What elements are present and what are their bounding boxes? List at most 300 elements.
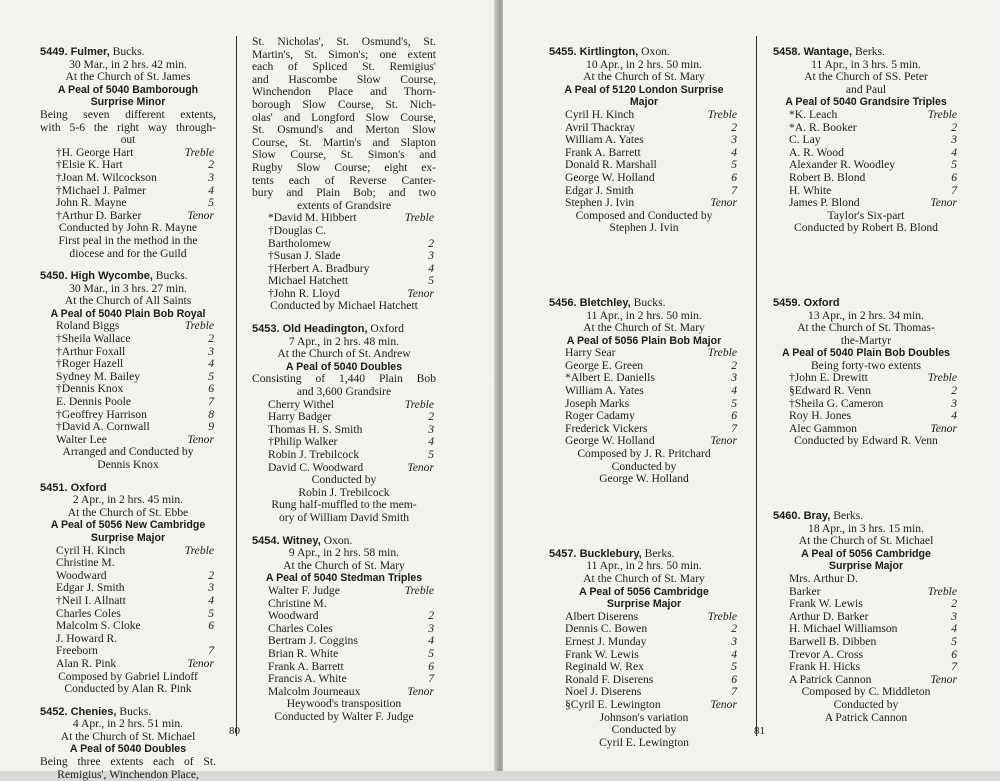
- ringer-name: †Herbert A. Bradbury: [268, 261, 370, 275]
- peal-date-place: At the Church of St. Mary: [583, 572, 705, 585]
- ringer-name: Barwell B. Dibben: [789, 634, 877, 648]
- bell-position: 3: [428, 422, 434, 436]
- ringer-row: [773, 385, 959, 398]
- ringer-name: *David M. Hibbert: [268, 211, 357, 225]
- peal-heading: [773, 46, 959, 59]
- bell-position: 8: [208, 407, 214, 421]
- peal-note: out: [120, 133, 136, 147]
- ringer-name: Alan R. Pink: [56, 656, 117, 670]
- peal-note: Consisting of 1,440 Plain Bob: [252, 372, 436, 386]
- peal-footer: Arranged and Conducted by: [62, 445, 194, 459]
- peal-footer: Conducted by Walter F. Judge: [274, 709, 414, 723]
- ringer-name: Frank W. Lewis: [789, 597, 863, 611]
- peal-county: Bucks.: [116, 704, 152, 718]
- bell-position: 4: [951, 622, 957, 636]
- peal-footer: First peal in the method in the: [58, 233, 198, 247]
- bell-position: 3: [208, 170, 214, 184]
- bell-position: 2: [731, 120, 737, 134]
- peal-footer: Cyril E. Lewington: [599, 735, 689, 749]
- ringer-row: [252, 648, 436, 661]
- peal-note: extents of Grandsire: [296, 198, 391, 212]
- peal-date-place: 7 Apr., in 2 hrs. 48 min.: [288, 334, 400, 348]
- peal-date-place: 11 Apr., in 2 hrs. 50 min.: [586, 308, 702, 322]
- peal-date-place: 4 Apr., in 2 hrs. 51 min.: [72, 717, 184, 731]
- ringer-name: C. Lay: [789, 133, 821, 147]
- peal-footer: Johnson's variation: [599, 710, 689, 724]
- bell-position: 6: [208, 619, 214, 633]
- bell-position: 4: [731, 384, 737, 398]
- bell-position: 3: [951, 609, 957, 623]
- peal-date-place: 30 Mar., in 3 hrs. 27 min.: [69, 281, 187, 295]
- ringer-name: †John R. Lloyd: [268, 286, 340, 300]
- ringer-row: [549, 410, 739, 423]
- bell-position: 3: [731, 133, 737, 147]
- ringer-name: †Susan J. Slade: [268, 249, 341, 263]
- peal-title: A Peal of 5040 Bamborough: [57, 83, 199, 96]
- column-1: [40, 36, 216, 781]
- ringer-row: [40, 557, 216, 570]
- ringer-name: Arthur D. Barker: [789, 609, 869, 623]
- bell-position: Tenor: [187, 208, 214, 222]
- peal-title: A Peal of 5056 Plain Bob Major: [566, 334, 722, 347]
- peal-title: A Peal of 5040 Plain Bob Doubles: [782, 347, 950, 360]
- peal-title: Surprise Major: [828, 560, 904, 573]
- peal-date-place: At the Church of St. Michael: [798, 534, 934, 548]
- ringer-name: †Geoffrey Harrison: [56, 407, 147, 421]
- ringer-name: E. Dennis Poole: [56, 395, 132, 409]
- ringer-row: [252, 673, 436, 686]
- peal-date-place: 11 Apr., in 3 hrs. 5 min.: [811, 57, 921, 71]
- ringer-name: Frank W. Lewis: [565, 647, 639, 661]
- ringer-name: Francis A. White: [268, 672, 347, 686]
- peal-number: 5455. Kirtlington,: [549, 46, 639, 58]
- bell-position: Tenor: [710, 697, 737, 711]
- ringer-name: George W. Holland: [565, 434, 655, 448]
- bell-position: 4: [428, 261, 434, 275]
- bell-position: 2: [428, 609, 434, 623]
- ringer-row: [549, 385, 739, 398]
- peal-note: Rugby Slow Course; eight ex-: [252, 160, 436, 174]
- peal-note: Being three extents each of St.: [40, 755, 216, 769]
- bell-position: Tenor: [407, 460, 434, 474]
- bell-position: 2: [951, 384, 957, 398]
- peal-county: Berks.: [852, 45, 885, 58]
- ringer-name: William A. Yates: [565, 384, 644, 398]
- ringer-name: Brian R. White: [268, 646, 339, 660]
- column-4: [773, 36, 959, 724]
- peal-number: 5451. Oxford: [40, 481, 107, 494]
- peal-footer: Rung half-muffled to the mem-: [271, 498, 417, 512]
- bell-position: 3: [428, 621, 434, 635]
- ringer-name: Alexander R. Woodley: [789, 158, 896, 172]
- peal-county: Oxon.: [320, 533, 353, 547]
- ringer-name: Alec Gammon: [789, 421, 857, 435]
- bell-position: 6: [428, 659, 434, 673]
- bell-position: Treble: [927, 107, 957, 121]
- peal-entry: [773, 510, 959, 724]
- ringer-row: [40, 197, 216, 210]
- peal-footer: Taylor's Six-part: [827, 208, 905, 222]
- bell-position: 7: [731, 685, 737, 699]
- peal-entry: [549, 46, 739, 235]
- ringer-row: [773, 410, 959, 423]
- peal-footer: Conducted by: [833, 697, 899, 711]
- peal-footer: Dennis Knox: [97, 458, 159, 471]
- ringer-row: [549, 699, 739, 712]
- ringer-row: [773, 134, 959, 147]
- peal-heading: [549, 46, 739, 59]
- ringer-name: Cyril H. Kinch: [565, 107, 635, 121]
- bell-position: [180, 557, 214, 570]
- peal-number: 5450. High Wycombe,: [40, 270, 153, 283]
- peal-title: A Peal of 5040 Doubles: [285, 360, 403, 373]
- peal-note: Being forty-two extents: [810, 358, 922, 372]
- peal-entry: [40, 482, 216, 696]
- peal-date-place: At the Church of St. Michael: [60, 729, 196, 743]
- ringer-row: [773, 109, 959, 122]
- ringer-name: †Dennis Knox: [56, 382, 124, 396]
- ringer-name: Roy H. Jones: [789, 409, 852, 423]
- bell-position: 4: [208, 357, 214, 371]
- bell-position: Treble: [404, 397, 434, 411]
- ringer-name: Cyril H. Kinch: [56, 543, 126, 557]
- peal-number: 5453. Old Headington,: [252, 323, 368, 336]
- ringer-name: †Neil I. Allnatt: [56, 593, 126, 607]
- ringer-name: Robert B. Blond: [789, 170, 866, 184]
- bell-position: Tenor: [187, 432, 214, 446]
- peal-note: Martin's, St. Simon's; one extent: [252, 47, 436, 61]
- ringer-row: [40, 595, 216, 608]
- bell-position: Tenor: [930, 421, 957, 435]
- ringer-row: [549, 134, 739, 147]
- ringer-name: Cherry Withel: [268, 397, 334, 411]
- peal-number: 5458. Wantage,: [773, 46, 853, 58]
- bell-position: 2: [208, 332, 214, 346]
- ringer-name: †Arthur Foxall: [56, 344, 126, 358]
- ringer-row: [773, 197, 959, 210]
- ringer-name: George W. Holland: [565, 170, 655, 184]
- bell-position: Treble: [184, 543, 214, 557]
- ringer-name: William A. Yates: [565, 133, 644, 147]
- bell-position: Tenor: [710, 196, 737, 210]
- ringer-name: Christine M.: [56, 556, 115, 570]
- ringer-name: Roland Biggs: [56, 319, 120, 333]
- ringer-name: Roger Cadamy: [565, 409, 635, 423]
- peal-footer: George W. Holland: [599, 472, 689, 486]
- peal-title: Major: [629, 96, 659, 109]
- right-page: [503, 0, 1000, 771]
- peal-footer: Composed by J. R. Pritchard: [577, 447, 711, 461]
- ringer-name: Harry Badger: [268, 410, 332, 424]
- ringer-row: [773, 573, 959, 586]
- bell-position: 9: [208, 420, 214, 434]
- ringer-name: †John E. Drewitt: [789, 371, 868, 385]
- peal-note: St. Nicholas', St. Osmund's, St.: [252, 35, 436, 48]
- bell-position: 4: [208, 183, 214, 197]
- ringer-row: [549, 661, 739, 674]
- peal-number: 5460. Bray,: [773, 510, 831, 523]
- ringer-name: Ernest J. Munday: [565, 634, 647, 648]
- bell-position: 5: [731, 158, 737, 172]
- ringer-row: [40, 333, 216, 346]
- bell-position: Treble: [707, 107, 737, 121]
- bell-position: 5: [731, 660, 737, 674]
- bell-position: 7: [208, 395, 214, 409]
- bell-position: 7: [428, 672, 434, 686]
- peal-note: tents each of Reverse Canter-: [252, 173, 436, 187]
- bell-position: 2: [208, 158, 214, 172]
- peal-note: bury and Plain Bob; and two: [252, 186, 436, 200]
- ringer-name: Frank H. Hicks: [789, 660, 861, 674]
- peal-heading: [252, 323, 436, 336]
- peal-date-place: 11 Apr., in 2 hrs. 50 min.: [586, 559, 702, 573]
- ringer-row: [549, 636, 739, 649]
- peal-note: and Hascombe Slow Course,: [252, 72, 436, 86]
- ringer-row: [40, 658, 216, 671]
- peal-county: Bucks.: [109, 45, 145, 58]
- bell-position: 7: [208, 644, 214, 658]
- peal-note: Winchendon Place and Thorn-: [252, 85, 436, 99]
- ringer-name: Bertram J. Coggins: [268, 634, 358, 648]
- bell-position: 5: [951, 634, 957, 648]
- peal-date-place: the-Martyr: [840, 333, 892, 347]
- peal-footer: Conducted by Alan R. Pink: [64, 682, 192, 696]
- peal-date-place: At the Church of All Saints: [64, 294, 192, 308]
- ringer-name: Malcolm S. Cloke: [56, 619, 141, 633]
- bell-position: Treble: [404, 583, 434, 597]
- peal-footer: Robin J. Trebilcock: [298, 485, 390, 499]
- bell-position: 5: [951, 158, 957, 172]
- ringer-name: Mrs. Arthur D.: [789, 572, 858, 585]
- page-number-right: 81: [754, 725, 765, 737]
- bell-position: 2: [428, 236, 434, 250]
- ringer-name: §Cyril E. Lewington: [565, 697, 661, 711]
- bell-position: 4: [428, 435, 434, 449]
- ringer-name: †Philip Walker: [268, 435, 338, 449]
- bell-position: 6: [731, 170, 737, 184]
- bell-position: 5: [208, 196, 214, 210]
- left-page: [0, 0, 497, 781]
- peal-footer: ory of William David Smith: [278, 510, 410, 524]
- peal-title: Surprise Major: [90, 531, 166, 544]
- peal-number: 5457. Bucklebury,: [549, 547, 642, 560]
- bell-position: 7: [731, 421, 737, 435]
- ringer-name: Charles Coles: [56, 606, 121, 620]
- ringer-name: Walter F. Judge: [268, 583, 340, 597]
- peal-heading: [773, 297, 959, 310]
- bell-position: 4: [951, 409, 957, 423]
- ringer-row: [252, 449, 436, 462]
- peal-date-place: 2 Apr., in 2 hrs. 45 min.: [72, 493, 184, 507]
- peal-date-place: 9 Apr., in 2 hrs. 58 min.: [288, 546, 400, 560]
- ringer-row: [40, 421, 216, 434]
- peal-date-place: At the Church of St. Andrew: [277, 347, 411, 361]
- peal-note: St. Osmund's and Merton Slow: [252, 123, 436, 137]
- ringer-name: Albert Diserens: [565, 609, 639, 623]
- bell-position: 5: [731, 396, 737, 410]
- bell-position: 3: [731, 371, 737, 385]
- bell-position: 5: [428, 646, 434, 660]
- bell-position: 3: [951, 133, 957, 147]
- peal-entry: [549, 548, 739, 750]
- column-3: [549, 36, 739, 749]
- ringer-name: *Albert E. Daniells: [565, 371, 655, 385]
- peal-entry: [252, 36, 436, 313]
- bell-position: 2: [208, 568, 214, 582]
- peal-note: olas' and Longford Slow Course,: [252, 110, 436, 124]
- ringer-name: Stephen J. Ivin: [565, 196, 635, 210]
- peal-note: borough Slow Course, St. Nich-: [252, 97, 436, 111]
- ringer-name: Trevor A. Cross: [789, 647, 863, 661]
- ringer-name: Woodward: [56, 568, 107, 582]
- column-divider: [236, 36, 237, 736]
- bell-position: 3: [208, 344, 214, 358]
- peal-date-place: At the Church of SS. Peter: [804, 70, 928, 84]
- peal-entry: [40, 270, 216, 472]
- ringer-row: [773, 172, 959, 185]
- ringer-row: [773, 661, 959, 674]
- bell-position: 6: [951, 647, 957, 661]
- ringer-name: John R. Mayne: [56, 196, 127, 210]
- ringer-name: Bartholomew: [268, 236, 332, 250]
- ringer-name: H. White: [789, 183, 832, 197]
- ringer-name: Dennis C. Bowen: [565, 622, 648, 636]
- ringer-name: Charles Coles: [268, 621, 333, 635]
- ringer-name: Joseph Marks: [565, 396, 630, 410]
- bell-position: 3: [428, 249, 434, 263]
- peal-county: Berks.: [830, 509, 864, 523]
- peal-number: 5452. Chenies,: [40, 705, 117, 718]
- ringer-row: [252, 250, 436, 263]
- ringer-name: Noel J. Diserens: [565, 685, 642, 699]
- bell-position: Tenor: [407, 286, 434, 300]
- ringer-name: Edgar J. Smith: [565, 183, 634, 197]
- bell-position: 3: [208, 581, 214, 595]
- peal-footer: Composed by C. Middleton: [801, 685, 931, 699]
- peal-title: A Peal of 5040 Plain Bob Royal: [50, 307, 206, 320]
- ringer-name: Robin J. Trebilcock: [268, 448, 360, 461]
- bell-position: 4: [208, 593, 214, 607]
- peal-number: 5454. Witney,: [252, 534, 321, 547]
- peal-entry: [773, 46, 959, 235]
- bell-position: 4: [951, 145, 957, 159]
- ringer-row: [40, 620, 216, 633]
- ringer-name: †Elsie K. Hart: [56, 158, 123, 172]
- peal-title: A Peal of 5056 Cambridge: [801, 547, 931, 560]
- bell-position: 5: [208, 369, 214, 383]
- ringer-row: [40, 396, 216, 409]
- ringer-name: Thomas H. S. Smith: [268, 422, 363, 436]
- bell-position: 2: [731, 358, 737, 372]
- peal-footer: Heywood's transposition: [286, 697, 402, 711]
- ringer-name: †Michael J. Palmer: [56, 183, 146, 197]
- ringer-name: Frederick Vickers: [565, 421, 648, 435]
- peal-date-place: At the Church of St. Mary: [583, 321, 705, 335]
- ringer-name: §Edward R. Venn: [789, 384, 871, 398]
- ringer-name: Walter Lee: [56, 432, 107, 446]
- peal-heading: [40, 46, 216, 59]
- peal-note: and 3,600 Grandsire: [296, 385, 392, 399]
- bell-position: 6: [731, 409, 737, 423]
- ringer-name: Frank A. Barrett: [268, 659, 344, 673]
- bell-position: Treble: [707, 609, 737, 623]
- ringer-name: †H. George Hart: [56, 145, 134, 159]
- ringer-row: [773, 636, 959, 649]
- bell-position: Treble: [927, 584, 957, 598]
- bell-position: Tenor: [407, 684, 434, 698]
- peal-note: Slow Course, St. Simon's and: [252, 148, 436, 162]
- peal-title: Surprise Minor: [90, 96, 166, 109]
- ringer-row: [252, 225, 436, 238]
- bell-position: 4: [731, 647, 737, 661]
- peal-note: each of Spliced St. Remigius': [252, 60, 436, 74]
- peal-county: Bucks.: [152, 269, 188, 283]
- ringer-name: George E. Green: [565, 358, 644, 372]
- ringer-name: Ronald F. Diserens: [565, 672, 654, 686]
- peal-heading: [40, 270, 216, 283]
- ringer-name: †Roger Hazell: [56, 357, 124, 371]
- peal-entry: [252, 535, 436, 724]
- ringer-name: A. R. Wood: [789, 145, 844, 159]
- ringer-row: [252, 275, 436, 288]
- bell-position: 7: [951, 183, 957, 197]
- ringer-row: [252, 585, 436, 598]
- peal-title: Surprise Major: [606, 598, 682, 611]
- peal-footer: Conducted by Robert B. Blond: [794, 221, 938, 235]
- peal-footer: Conducted by John R. Mayne: [58, 221, 198, 235]
- peal-entry: [40, 46, 216, 260]
- peal-date-place: At the Church of St. Mary: [283, 558, 405, 572]
- peal-date-place: and Paul: [845, 82, 887, 96]
- peal-title: A Peal of 5040 Doubles: [69, 743, 187, 756]
- ringer-row: [40, 172, 216, 185]
- bell-position: Tenor: [930, 672, 957, 686]
- peal-note: Remigius', Winchendon Place,: [57, 767, 199, 781]
- ringer-row: [252, 610, 436, 623]
- bell-position: 4: [731, 145, 737, 159]
- peal-entry: [773, 297, 959, 448]
- bell-position: 7: [951, 660, 957, 674]
- peal-title: A Peal of 5056 New Cambridge: [50, 519, 206, 532]
- column-divider: [756, 36, 757, 736]
- ringer-name: Reginald W. Rex: [565, 660, 644, 674]
- bell-position: Tenor: [710, 434, 737, 448]
- bell-position: [923, 573, 957, 586]
- ringer-row: [252, 411, 436, 424]
- ringer-name: Christine M.: [268, 596, 327, 610]
- bell-position: [400, 225, 434, 238]
- ringer-row: [549, 347, 739, 360]
- bell-position: Tenor: [187, 656, 214, 670]
- peal-county: Oxon.: [638, 45, 670, 58]
- peal-footer: Conducted by: [611, 459, 677, 473]
- bell-position: 4: [428, 634, 434, 648]
- ringer-name: †Sheila G. Cameron: [789, 396, 884, 410]
- ringer-row: [549, 109, 739, 122]
- ringer-name: Edgar J. Smith: [56, 581, 125, 595]
- peal-title: A Peal of 5040 Grandsire Triples: [785, 96, 947, 109]
- ringer-name: *A. R. Booker: [789, 120, 857, 134]
- ringer-name: Malcolm Journeaux: [268, 684, 361, 698]
- ringer-name: J. Howard R.: [56, 631, 118, 645]
- bell-position: 2: [951, 120, 957, 134]
- peal-title: A Peal of 5120 London Surprise: [564, 83, 724, 96]
- peal-date-place: At the Church of St. Ebbe: [67, 505, 189, 519]
- peal-date-place: 13 Apr., in 2 hrs. 34 min.: [808, 308, 924, 322]
- ringer-name: Michael Hatchett: [268, 274, 349, 288]
- ringer-name: David C. Woodward: [268, 460, 364, 474]
- peal-entry: [549, 297, 739, 486]
